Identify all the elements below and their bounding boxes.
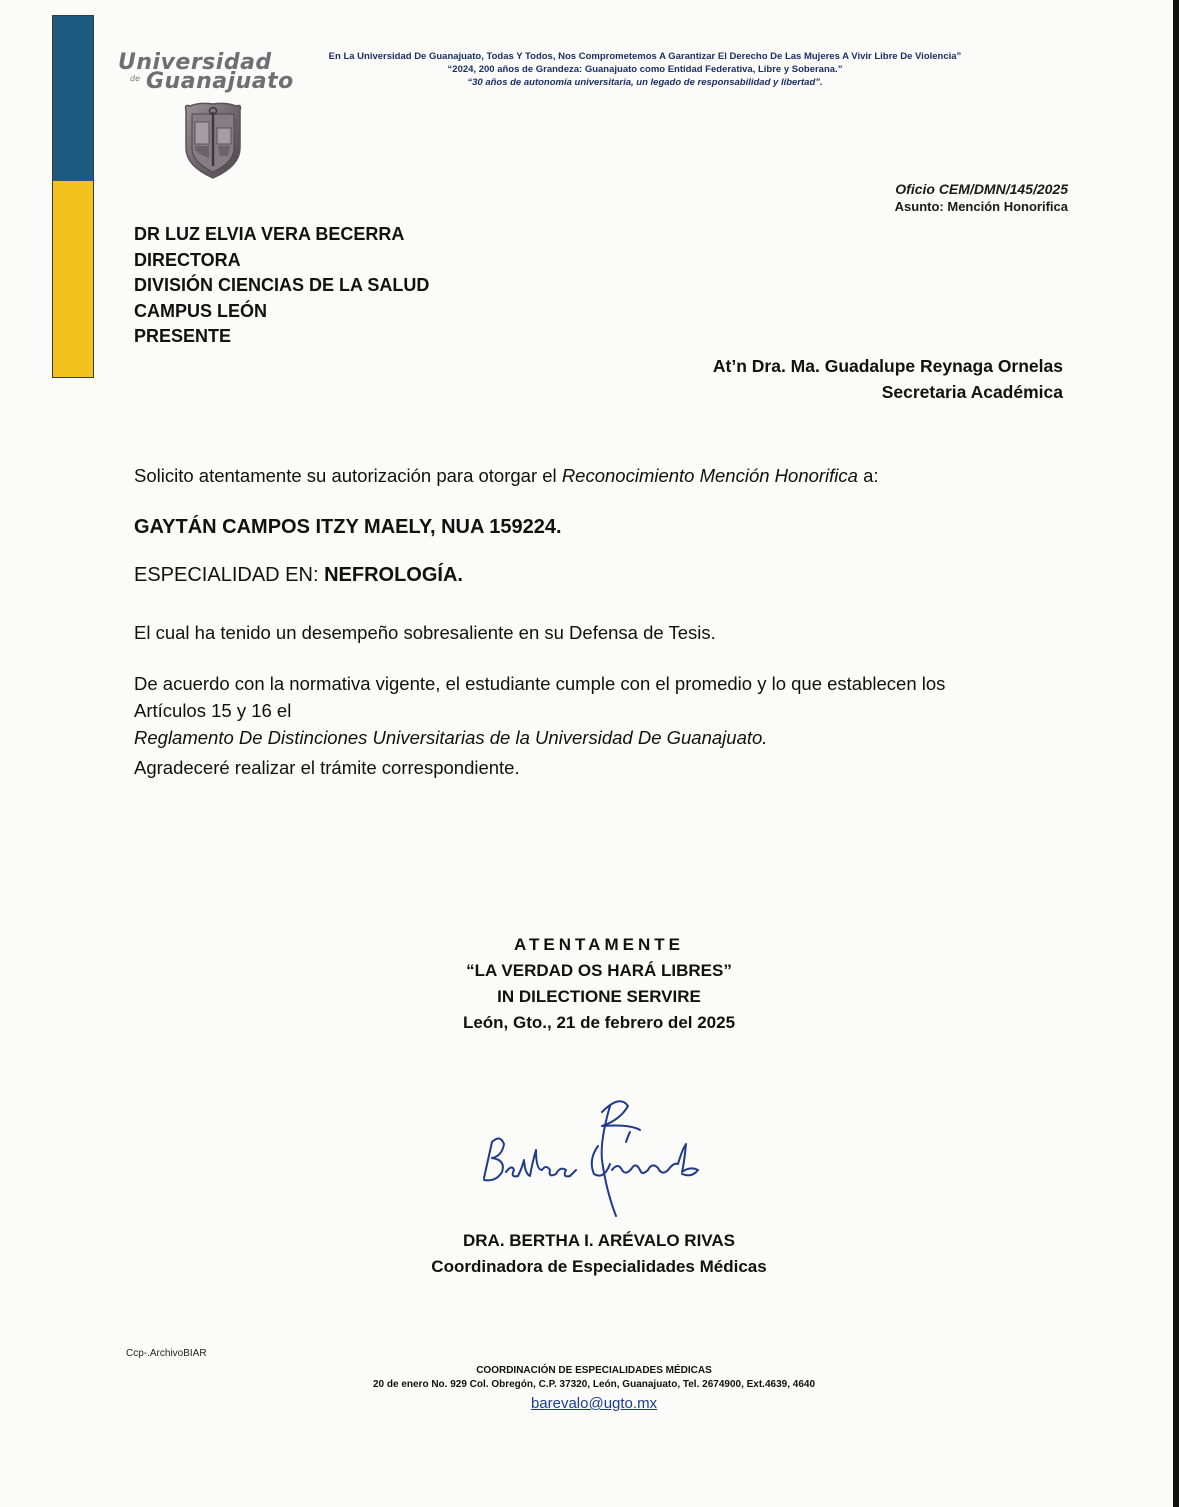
specialty-label: ESPECIALIDAD EN: [134,564,325,586]
regulation-title: Reglamento De Distinciones Universitarias de la Universidad De Guanajuato. [134,727,768,748]
motto-line: “30 años de autonomía universitaria, un legado de responsabilidad y libertad”. [467,77,823,88]
footer-email-link[interactable]: barevalo@ugto.mx [530,1395,658,1412]
request-text-end: a: [857,465,879,486]
logo-word-de: de [130,74,140,83]
logo-word-universidad: Universidad [118,50,272,75]
signer-block [389,1228,809,1280]
recipient-name: DR LUZ ELVIA VERA BECERRA [134,224,405,244]
motto-line: En La Universidad De Guanajuato, Todas Y Todos, Nos Comprometemos A Garantizar El Derecho De Las Mujeres A Vivir Libre De Violencia” [328,51,962,62]
closing-block [389,932,809,1036]
request-paragraph [134,462,1084,489]
recipient-block [134,222,429,350]
motto-line: “2024, 200 años de Grandeza: Guanajuato como Entidad Federativa, Libre y Soberana.” [447,64,843,75]
articles-text: Artículos 15 y 16 el [134,700,292,721]
side-bar-yellow-segment [53,181,93,377]
handwritten-signature [470,1090,710,1220]
recipient-position: DIRECTORA [134,249,241,270]
regulation-paragraph [134,670,1084,751]
recipient-division: DIVISIÓN CIENCIAS DE LA SALUD [134,275,430,295]
closing-motto: “LA VERDAD OS HARÁ LIBRES” [466,961,732,980]
side-bar-blue-segment [53,16,93,181]
carbon-copy-note: Ccp-.ArchivoBIAR [126,1348,207,1359]
footer-address: 20 de enero No. 929 Col. Obregón, C.P. 37320, León, Guanajuato, Tel. 2674900, Ext.4639, 4640 [372,1379,816,1390]
request-text-start: Solicito atentamente su autorización para otorgar el [134,465,562,486]
specialty-line [134,562,1084,589]
header-mottos [300,50,990,89]
student-name: GAYTÁN CAMPOS ITZY MAELY, NUA 159224. [134,516,562,538]
closing-latin-motto: IN DILECTIONE SERVIRE [497,987,701,1006]
award-name: Reconocimiento Mención Honorifica [561,465,858,486]
closing-atentamente: ATENTAMENTE [514,935,684,954]
signer-name: DRA. BERTHA I. ARÉVALO RIVAS [462,1231,735,1250]
recipient-presente: PRESENTE [134,326,232,346]
thanks-paragraph: Agradeceré realizar el trámite correspondiente. [134,757,520,778]
attention-title: Secretaria Académica [881,382,1063,402]
regulation-line-2 [134,697,1084,751]
university-logo [118,52,308,100]
attention-name: At’n Dra. Ma. Guadalupe Reynaga Ornelas [712,356,1063,376]
attention-block [713,353,1063,405]
oficio-number: Oficio CEM/DMN/145/2025 [895,181,1068,197]
footer-block [294,1364,894,1413]
logo-word-guanajuato: Guanajuato [146,69,294,94]
scan-edge-border [1173,0,1179,1507]
subject-line: Asunto: Mención Honorifica [894,199,1068,214]
regulation-line-1: De acuerdo con la normativa vigente, el estudiante cumple con el promedio y lo que establecen los [134,673,946,694]
recipient-campus: CAMPUS LEÓN [134,300,268,321]
specialty-value: NEFROLOGÍA. [324,564,463,586]
signer-title: Coordinadora de Especialidades Médicas [431,1257,767,1276]
footer-office: COORDINACIÓN DE ESPECIALIDADES MÉDICAS [476,1365,712,1376]
side-color-bar [52,15,94,378]
performance-paragraph: El cual ha tenido un desempeño sobresaliente en su Defensa de Tesis. [134,622,716,643]
document-reference [895,180,1068,216]
coat-of-arms-icon [180,100,246,180]
place-and-date: León, Gto., 21 de febrero del 2025 [462,1013,736,1032]
